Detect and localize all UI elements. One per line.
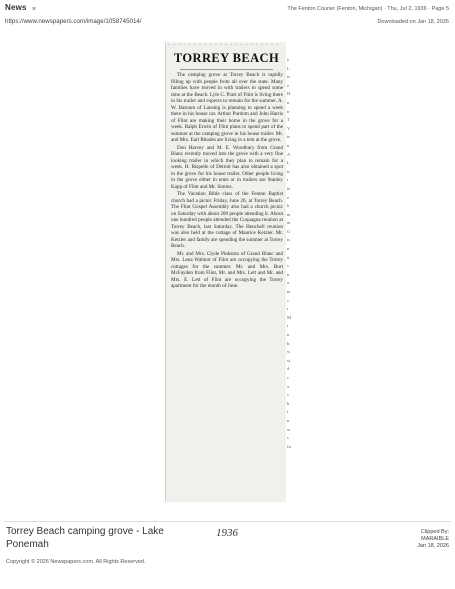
side-strip-fragment: b: [287, 340, 290, 346]
newspapers-logo[interactable]: News: [5, 3, 27, 12]
headline-rule: [180, 69, 273, 70]
side-strip-fragment: w: [287, 426, 291, 432]
newspaper-clipping: [165, 42, 286, 502]
side-strip-fragment: ta: [287, 289, 291, 295]
handwritten-year: 1936: [216, 527, 238, 539]
download-date: Downloaded on Jan 18, 2026: [377, 19, 449, 25]
side-strip-fragment: si: [287, 357, 291, 363]
article-paragraph: Don Harvey and M. E. Woodbury from Grand Blanc recently moved into the grove with a very fine looking trailer in which they plan to remain for a week. H. Rispelle of Detroit has also obtained a spot in the grove for his house trailer. Other people living in the grove either in tents or in trailers are Stanley Kapp of Flint and Mr. Simms.: [171, 144, 283, 190]
side-strip-fragment: L: [287, 160, 290, 166]
side-strip-fragment: ir: [287, 108, 290, 114]
publication-info: The Fenton Courier (Fenton, Michigan) · Thu, Jul 2, 1936 · Page 5: [287, 6, 449, 12]
side-strip-fragment: r: [287, 177, 289, 183]
side-strip-fragment: f: [287, 409, 289, 415]
side-strip-fragment: A: [287, 151, 291, 157]
copyright-notice: Copyright © 2026 Newspapers.com. All Rights Reserved.: [6, 559, 146, 565]
side-strip-fragment: s: [287, 435, 289, 441]
side-strip-fragment: c: [287, 374, 289, 380]
article-body: [171, 72, 283, 290]
page-header: [0, 0, 455, 36]
article-headline: TORREY BEACH: [173, 51, 280, 65]
source-url[interactable]: https://www.newspapers.com/image/1058745014/: [5, 18, 142, 25]
side-strip-fragment: n: [287, 332, 290, 337]
side-strip-fragment: n: [287, 417, 290, 423]
side-strip-fragment: a: [287, 280, 289, 286]
side-strip-fragment: V: [287, 125, 291, 131]
side-strip-fragment: ti: [287, 254, 290, 260]
side-strip-fragment: n: [287, 246, 290, 252]
clipped-date: Jan 18, 2026: [417, 543, 449, 549]
side-strip-fragment: e: [287, 82, 289, 88]
side-strip-fragment: n: [287, 271, 290, 277]
side-strip-fragment: n: [287, 99, 290, 105]
side-strip-fragment: y: [287, 57, 290, 62]
side-strip-fragment: w: [287, 349, 291, 355]
side-strip-fragment: s: [287, 392, 289, 398]
side-strip-fragment: n: [287, 142, 290, 148]
side-strip-fragment: e: [287, 194, 289, 200]
clipped-by-label: Clipped By:: [420, 529, 449, 535]
clipping-frame: [165, 42, 292, 502]
article-paragraph: Mr. and Mrs. Clyde Pinkston of Grand Blanc and Mrs. Lena Walmot of Flint are occupying the Torrey cottages for the summer. Mr. and Mrs. Burt McFayden from Flint, Mr. and Mrs. Lett and Mr. and Mrs. E. Lett of Flint are occupying the Torrey apartment for the month of June.: [171, 250, 283, 290]
article-paragraph: The camping grove at Torrey Beach is rapidly filling up with people from all over the state. Many families have moved in with trailers to spend some time at the Beach. Lyle C. Pratt of Flint is living there in his trailer and expects to remain for the summer. A. W. Barnum of Lansing is planning to spend a week there in his house car. Arthur Purdom and John Harris of Flint are making their home in the grove for a week. Ralph Erwin of Flint plans to spend part of the summer at the camping grove in his house trailer. Mr. and Mrs. Earl Rhodes are living in a tent at the grove.: [171, 72, 283, 144]
clipped-by-user[interactable]: MARAIBLE: [421, 536, 449, 542]
side-strip-fragment: T: [287, 117, 290, 123]
logo-mark-icon: ⌘: [32, 6, 36, 11]
side-strip-fragment: is: [287, 168, 291, 174]
clipped-top-edge: ~ ~ ~ ~ ~ ~ ~ ~ ~ ~ ~ ~ ~ ~ ~ ~ ~ ~ ~ ~ ~ ~: [168, 42, 280, 47]
side-strip-fragment: ts: [287, 74, 291, 80]
side-strip-fragment: b: [287, 400, 290, 406]
side-strip-fragment: t: [287, 323, 289, 329]
side-strip-fragment: b: [287, 203, 290, 209]
side-strip-fragment: te: [287, 185, 291, 191]
adjacent-column-strip: [287, 56, 292, 456]
side-strip-fragment: r: [287, 306, 289, 312]
side-strip-fragment: is: [287, 237, 291, 243]
side-strip-fragment: s: [287, 263, 289, 269]
side-strip-fragment: G: [287, 228, 291, 234]
side-strip-fragment: H: [287, 91, 291, 97]
side-strip-fragment: ts: [287, 134, 291, 140]
side-strip-fragment: fu: [287, 443, 291, 449]
side-strip-fragment: M: [287, 314, 292, 320]
article-paragraph: The Vacation Bible class of the Fenton Baptist church had a picnic Friday, June 26, at Torrey Beach. The Flint Gospel Assembly also had a church picnic on Saturday with about 200 people attending it. About one hundred people attended the Cuquagna reunion at Torrey Beach, last Saturday. The Henchell reunion was also held at the cottage of Maurice Ketzler. Mr. Ketzler and family are spending the summer at Torrey Beach.: [171, 191, 283, 250]
clipped-by-info: [417, 529, 449, 550]
clipping-caption: Torrey Beach camping grove - Lake Ponemah: [6, 526, 164, 550]
footer-divider: [4, 521, 451, 522]
side-strip-fragment: m: [287, 211, 291, 217]
side-strip-fragment: d: [287, 366, 290, 372]
side-strip-fragment: m: [287, 220, 291, 226]
side-strip-fragment: L: [287, 65, 290, 71]
side-strip-fragment: c: [287, 297, 289, 303]
side-strip-fragment: a: [287, 383, 289, 389]
